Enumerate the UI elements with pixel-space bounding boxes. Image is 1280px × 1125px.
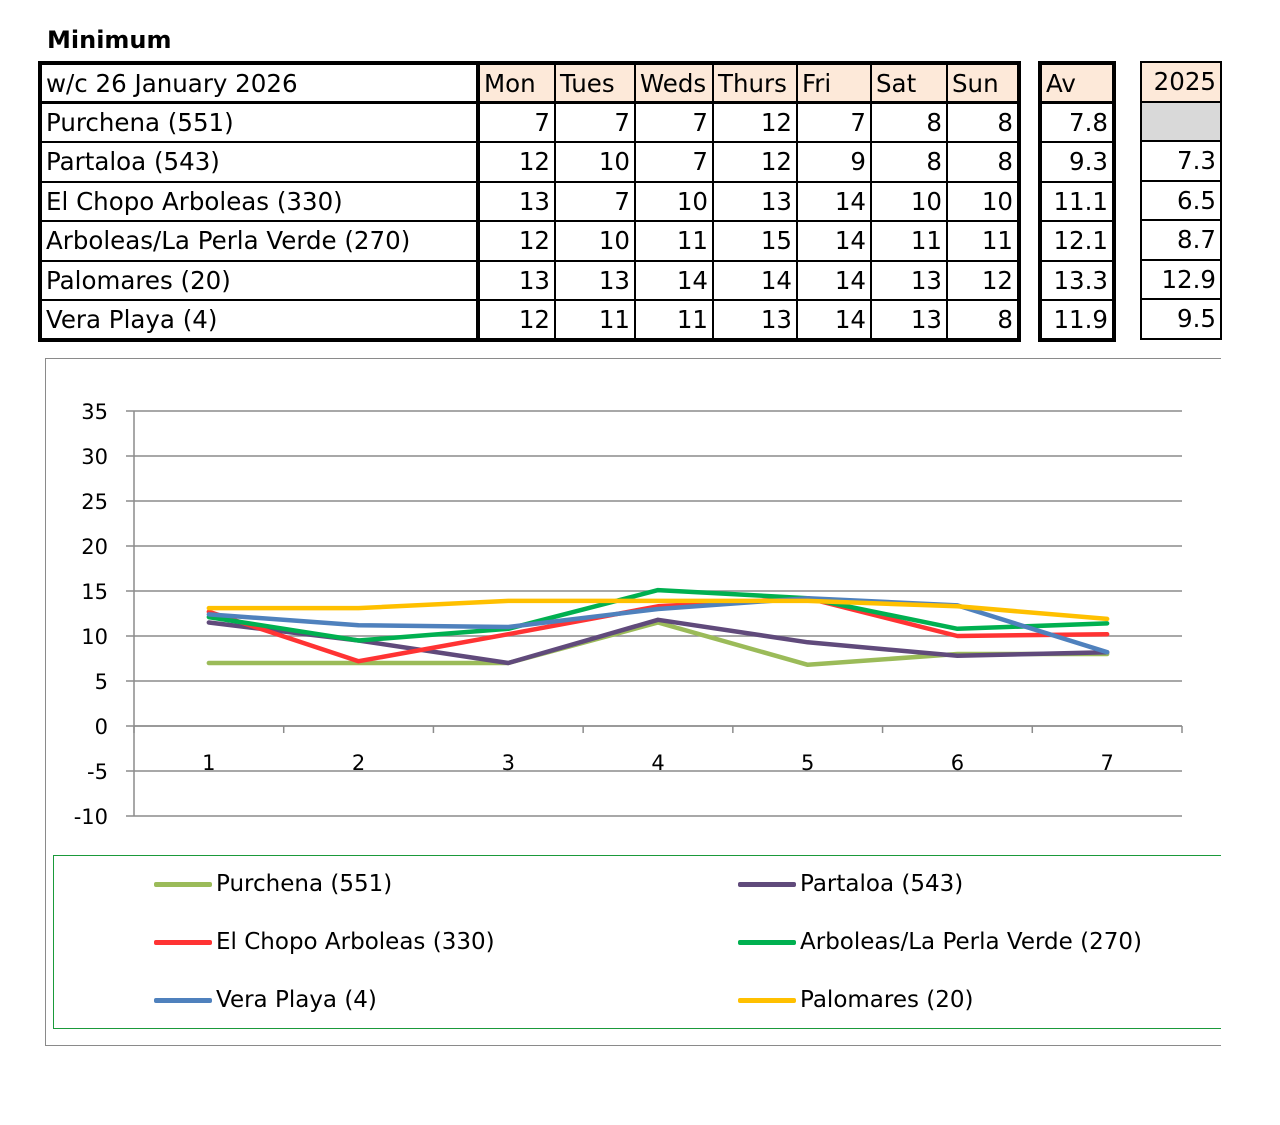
legend-label: Arboleas/La Perla Verde (270) bbox=[800, 929, 1142, 955]
station-name: Arboleas/La Perla Verde (270) bbox=[40, 221, 478, 261]
legend-swatch bbox=[154, 940, 212, 945]
legend-label: Vera Playa (4) bbox=[216, 987, 377, 1013]
table-cell: 13 bbox=[871, 300, 947, 340]
table-cell: 11 bbox=[635, 221, 713, 261]
table-cell: 12 bbox=[713, 103, 797, 143]
chart-legend bbox=[53, 855, 1221, 1029]
x-tick-label: 2 bbox=[351, 751, 366, 775]
x-tick-label: 5 bbox=[801, 751, 815, 775]
table-cell: 12 bbox=[478, 142, 555, 182]
table-cell: 13 bbox=[478, 182, 555, 222]
table-cell: 7 bbox=[635, 103, 713, 143]
prev-year-cell: 6.5 bbox=[1141, 181, 1221, 221]
av-cell: 11.9 bbox=[1040, 300, 1114, 340]
x-tick-label: 7 bbox=[1100, 751, 1114, 775]
station-name: El Chopo Arboleas (330) bbox=[40, 182, 478, 222]
av-cell: 13.3 bbox=[1040, 261, 1114, 301]
table-cell: 11 bbox=[555, 300, 635, 340]
table-cell: 14 bbox=[713, 261, 797, 301]
av-cell: 7.8 bbox=[1040, 103, 1114, 143]
day-header-thurs: Thurs bbox=[713, 63, 797, 103]
x-tick-label: 6 bbox=[950, 751, 965, 775]
table-cell: 13 bbox=[713, 300, 797, 340]
day-header-weds: Weds bbox=[635, 63, 713, 103]
legend-swatch bbox=[738, 998, 796, 1003]
table-cell: 12 bbox=[947, 261, 1019, 301]
table-cell: 10 bbox=[555, 142, 635, 182]
table-cell: 7 bbox=[478, 103, 555, 143]
table-cell: 14 bbox=[797, 261, 871, 301]
legend-swatch bbox=[738, 882, 796, 887]
legend-swatch bbox=[154, 998, 212, 1003]
legend-item bbox=[738, 929, 1142, 955]
legend-swatch bbox=[154, 882, 212, 887]
x-tick-label: 3 bbox=[501, 751, 515, 775]
table-cell: 13 bbox=[478, 261, 555, 301]
prev-year-header: 2025 bbox=[1141, 62, 1221, 102]
table-cell: 14 bbox=[797, 300, 871, 340]
day-header-sun: Sun bbox=[947, 63, 1019, 103]
day-header-sat: Sat bbox=[871, 63, 947, 103]
week-label: w/c 26 January 2026 bbox=[40, 63, 478, 103]
table-cell: 7 bbox=[555, 182, 635, 222]
station-name: Palomares (20) bbox=[40, 261, 478, 301]
table-cell: 7 bbox=[797, 103, 871, 143]
day-header-tues: Tues bbox=[555, 63, 635, 103]
prev-year-cell: 7.3 bbox=[1141, 141, 1221, 181]
legend-item bbox=[738, 987, 974, 1013]
y-tick-label: 30 bbox=[81, 445, 108, 469]
prev-year-cell: 12.9 bbox=[1141, 260, 1221, 300]
station-name: Purchena (551) bbox=[40, 103, 478, 143]
table-cell: 8 bbox=[871, 142, 947, 182]
series-line bbox=[209, 590, 1107, 640]
y-tick-label: 10 bbox=[81, 625, 108, 649]
table-cell: 8 bbox=[871, 103, 947, 143]
av-cell: 9.3 bbox=[1040, 142, 1114, 182]
legend-swatch bbox=[738, 940, 796, 945]
x-tick-label: 4 bbox=[651, 751, 665, 775]
legend-item bbox=[154, 987, 377, 1013]
table-cell: 13 bbox=[555, 261, 635, 301]
y-tick-label: 25 bbox=[81, 490, 108, 514]
table-cell: 14 bbox=[635, 261, 713, 301]
legend-label: El Chopo Arboleas (330) bbox=[216, 929, 495, 955]
av-header: Av bbox=[1040, 63, 1114, 103]
table-cell: 14 bbox=[797, 182, 871, 222]
y-tick-label: 0 bbox=[94, 715, 108, 739]
station-name: Partaloa (543) bbox=[40, 142, 478, 182]
y-tick-label: 35 bbox=[81, 400, 108, 424]
station-name: Vera Playa (4) bbox=[40, 300, 478, 340]
y-tick-label: 5 bbox=[94, 670, 108, 694]
legend-item bbox=[154, 929, 495, 955]
table-cell: 8 bbox=[947, 142, 1019, 182]
x-tick-label: 1 bbox=[202, 751, 216, 775]
table-cell: 8 bbox=[947, 103, 1019, 143]
table-cell: 13 bbox=[713, 182, 797, 222]
page-title: Minimum bbox=[47, 26, 172, 54]
day-header-fri: Fri bbox=[797, 63, 871, 103]
table-cell: 7 bbox=[635, 142, 713, 182]
table-cell: 9 bbox=[797, 142, 871, 182]
table-cell: 7 bbox=[555, 103, 635, 143]
day-header-mon: Mon bbox=[478, 63, 555, 103]
table-cell: 12 bbox=[478, 300, 555, 340]
legend-label: Purchena (551) bbox=[216, 871, 393, 897]
legend-label: Partaloa (543) bbox=[800, 871, 964, 897]
legend-label: Palomares (20) bbox=[800, 987, 974, 1013]
table-cell: 14 bbox=[797, 221, 871, 261]
legend-item bbox=[738, 871, 963, 897]
table-cell: 12 bbox=[713, 142, 797, 182]
table-cell: 10 bbox=[947, 182, 1019, 222]
table-cell: 11 bbox=[871, 221, 947, 261]
table-cell: 13 bbox=[871, 261, 947, 301]
table-cell: 15 bbox=[713, 221, 797, 261]
prev-year-cell: 9.5 bbox=[1141, 299, 1221, 339]
prev-year-cell: 8.7 bbox=[1141, 220, 1221, 260]
av-cell: 12.1 bbox=[1040, 221, 1114, 261]
table-cell: 10 bbox=[871, 182, 947, 222]
table-cell: 11 bbox=[947, 221, 1019, 261]
y-tick-label: 20 bbox=[81, 535, 108, 559]
table-cell: 8 bbox=[947, 300, 1019, 340]
table-cell: 12 bbox=[478, 221, 555, 261]
av-cell: 11.1 bbox=[1040, 182, 1114, 222]
table-cell: 10 bbox=[635, 182, 713, 222]
table-cell: 11 bbox=[635, 300, 713, 340]
y-tick-label: -10 bbox=[73, 805, 108, 829]
y-tick-label: -5 bbox=[87, 760, 108, 784]
legend-item bbox=[154, 871, 392, 897]
y-tick-label: 15 bbox=[81, 580, 108, 604]
table-cell: 10 bbox=[555, 221, 635, 261]
